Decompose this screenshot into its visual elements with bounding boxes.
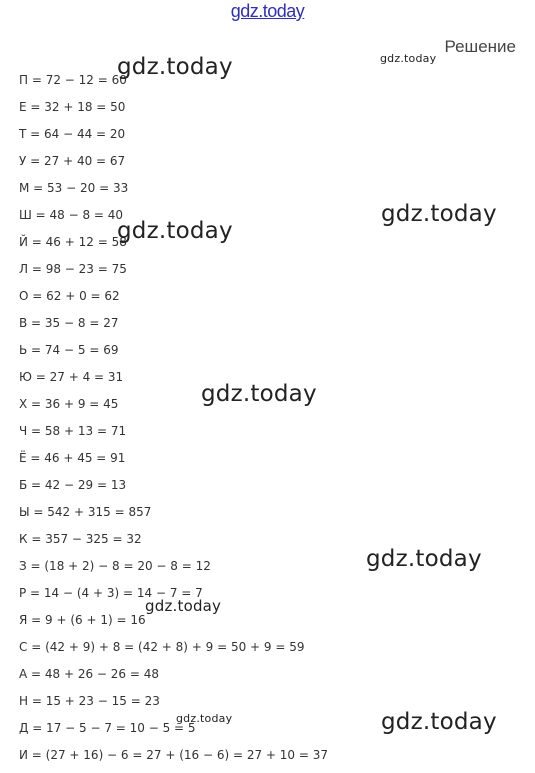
site-logo[interactable]: gdz.today [230, 1, 305, 21]
solution-line: Х = 36 + 9 = 45 [19, 397, 119, 411]
watermark: gdz.today [381, 709, 497, 735]
solution-line: Р = 14 − (4 + 3) = 14 − 7 = 7 [19, 586, 203, 600]
watermark: gdz.today [145, 597, 222, 615]
solution-line: С = (42 + 9) + 8 = (42 + 8) + 9 = 50 + 9 = 59 [19, 640, 305, 654]
solution-line: Ю = 27 + 4 = 31 [19, 370, 124, 384]
solution-lines [19, 71, 328, 773]
watermark: gdz.today [201, 381, 317, 407]
solution-line: А = 48 + 26 − 26 = 48 [19, 667, 160, 681]
watermark: gdz.today [176, 712, 233, 725]
solution-line: Д = 17 − 5 − 7 = 10 − 5 = 5 [19, 721, 196, 735]
solution-line: Ш = 48 − 8 = 40 [19, 208, 124, 222]
solution-line: П = 72 − 12 = 60 [19, 73, 127, 87]
solution-line: Ё = 46 + 45 = 91 [19, 451, 126, 465]
solution-line: Ч = 58 + 13 = 71 [19, 424, 127, 438]
solution-line: Я = 9 + (6 + 1) = 16 [19, 613, 146, 627]
solution-line: Ы = 542 + 315 = 857 [19, 505, 152, 519]
watermark: gdz.today [117, 218, 233, 244]
solution-line: Л = 98 − 23 = 75 [19, 262, 127, 276]
watermark: gdz.today [117, 54, 233, 80]
solution-line: В = 35 − 8 = 27 [19, 316, 119, 330]
solution-line: Н = 15 + 23 − 15 = 23 [19, 694, 160, 708]
solution-line: З = (18 + 2) − 8 = 20 − 8 = 12 [19, 559, 211, 573]
watermark: gdz.today [381, 201, 497, 227]
solution-heading: Решение [444, 37, 516, 56]
solution-line: Ь = 74 − 5 = 69 [19, 343, 119, 357]
solution-line: Б = 42 − 29 = 13 [19, 478, 127, 492]
solution-line: Т = 64 − 44 = 20 [19, 127, 126, 141]
solution-line: И = (27 + 16) − 6 = 27 + (16 − 6) = 27 + 10 = 37 [19, 748, 329, 762]
solution-line: Е = 32 + 18 = 50 [19, 100, 126, 114]
solution-line: К = 357 − 325 = 32 [19, 532, 142, 546]
solution-line: М = 53 − 20 = 33 [19, 181, 129, 195]
solution-line: Й = 46 + 12 = 58 [19, 235, 127, 249]
watermark: gdz.today [380, 52, 437, 65]
solution-line: О = 62 + 0 = 62 [19, 289, 120, 303]
solution-line: У = 27 + 40 = 67 [19, 154, 126, 168]
watermark: gdz.today [366, 546, 482, 572]
